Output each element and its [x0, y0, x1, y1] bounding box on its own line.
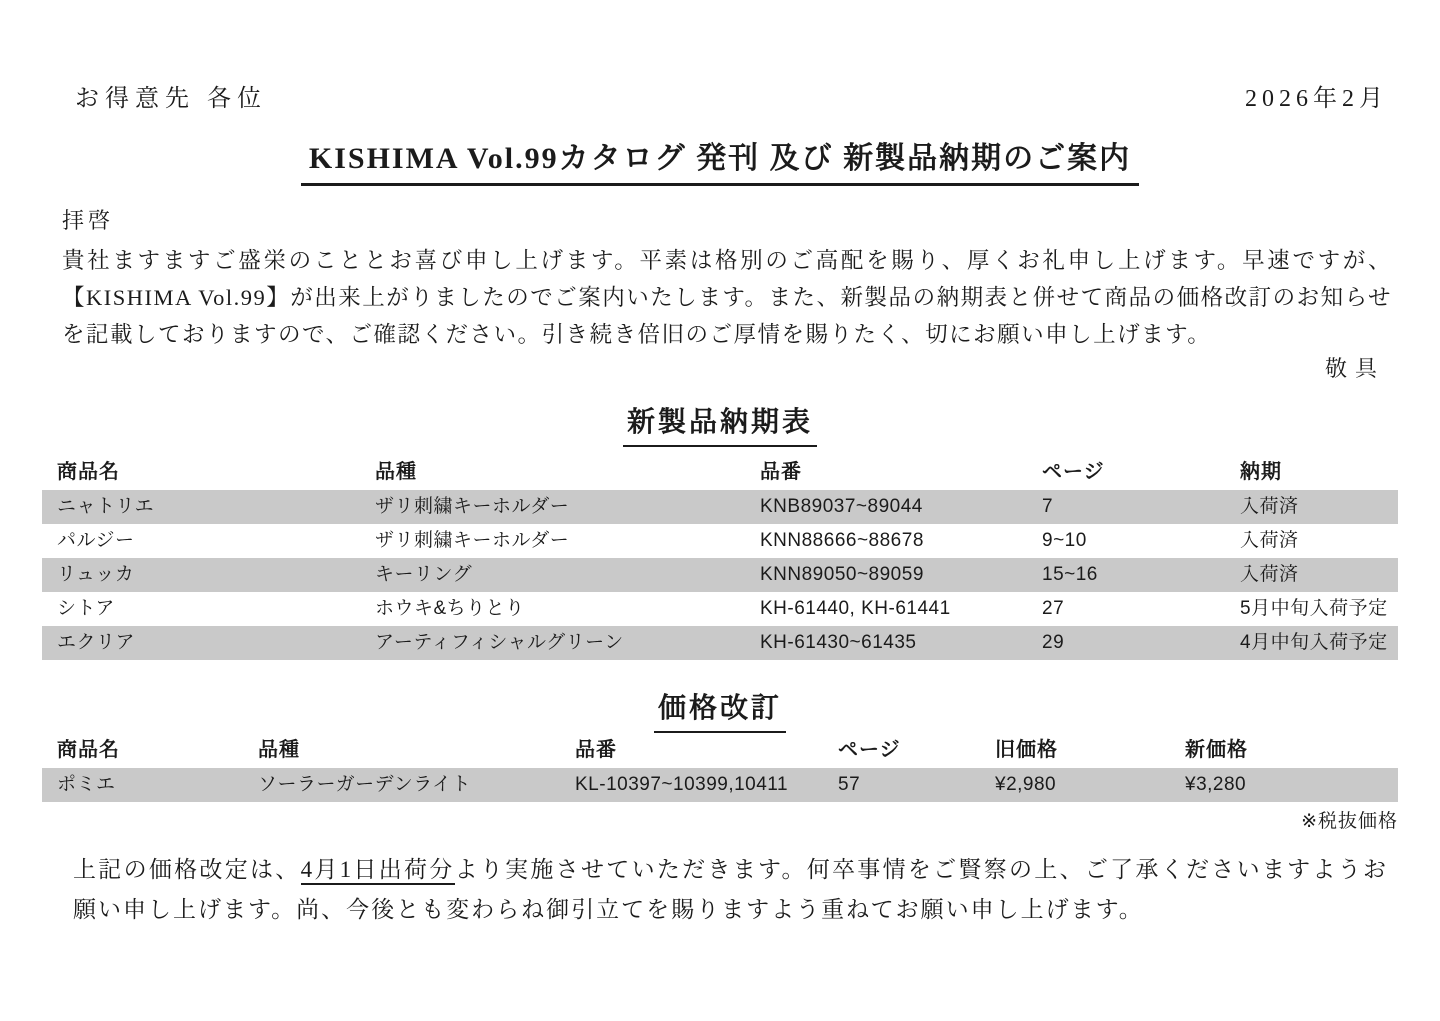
column-header: 旧価格: [995, 739, 1058, 761]
column-header: ページ: [838, 739, 901, 761]
table-cell: 15~16: [1042, 564, 1098, 585]
footer-underlined-date: 4月1日出荷分: [301, 857, 455, 885]
column-header: 品種: [258, 739, 300, 761]
table-cell: アーティフィシャルグリーン: [375, 632, 624, 653]
delivery-table: [42, 452, 1398, 660]
document-title: KISHIMA Vol.99カタログ 発刊 及び 新製品納期のご案内: [301, 133, 1139, 186]
table-row: [42, 558, 1398, 592]
price-table-header-row: [42, 730, 1398, 768]
table-cell: 57: [838, 774, 861, 795]
table-cell: ポミエ: [57, 774, 116, 795]
footer-text-before: 上記の価格改定は、: [73, 857, 301, 882]
table-cell: KH-61440, KH-61441: [760, 598, 951, 619]
table-cell: リュッカ: [57, 564, 135, 585]
table-cell: 4月中旬入荷予定: [1240, 632, 1388, 653]
table-cell: ソーラーガーデンライト: [258, 774, 472, 795]
table-cell: 29: [1042, 632, 1065, 653]
column-header: 商品名: [57, 739, 120, 761]
column-header: 新価格: [1185, 739, 1248, 761]
table-cell: ¥3,280: [1185, 774, 1247, 795]
delivery-section-title-wrap: [0, 400, 1440, 447]
price-section-title: 価格改訂: [654, 686, 786, 733]
table-cell: 入荷済: [1240, 496, 1299, 517]
table-row: [42, 592, 1398, 626]
column-header: ページ: [1042, 461, 1105, 483]
table-cell: ¥2,980: [995, 774, 1057, 795]
table-cell: 27: [1042, 598, 1065, 619]
table-cell: 入荷済: [1240, 564, 1299, 585]
column-header: 品番: [760, 461, 802, 483]
date-line: 2026年2月: [1245, 86, 1388, 112]
letter-opening: 拝啓: [62, 208, 115, 233]
letter-closing: 敬具: [1324, 356, 1385, 381]
title-wrap: [0, 133, 1440, 186]
table-row: [42, 768, 1398, 802]
table-cell: 5月中旬入荷予定: [1240, 598, 1388, 619]
footer-text-after: より実施させていただきます。何卒事情をご賢察の上、ご了承くださいますようお願い申し上げます。尚、今後とも変わらね御引立てを賜りますよう重ねてお願い申し上げます。: [73, 857, 1389, 922]
column-header: 商品名: [57, 461, 120, 483]
footer-paragraph: [73, 850, 1388, 930]
table-cell: KNN89050~89059: [760, 564, 924, 585]
table-cell: 入荷済: [1240, 530, 1299, 551]
recipient-line: お得意先 各位: [75, 86, 267, 112]
letter-body: 貴社ますますご盛栄のこととお喜び申し上げます。平素は格別のご高配を賜り、厚くお礼申し上げます。早速ですが、【KISHIMA Vol.99】が出来上がりましたのでご案内いたします。また、新製品の納期表と併せて商品の価格改訂のお知らせを記載しておりますので、ご確認ください。引き続き倍旧のご厚情を賜りたく、切にお願い申し上げます。: [62, 248, 1392, 347]
table-cell: ニャトリエ: [57, 496, 155, 517]
table-cell: KL-10397~10399,10411: [575, 774, 789, 795]
delivery-section-title: 新製品納期表: [623, 400, 817, 447]
table-cell: ザリ刺繍キーホルダー: [375, 496, 570, 517]
table-row: [42, 524, 1398, 558]
delivery-table-header-row: [42, 452, 1398, 490]
table-row: [42, 490, 1398, 524]
table-cell: 7: [1042, 496, 1054, 517]
table-cell: ザリ刺繍キーホルダー: [375, 530, 570, 551]
table-cell: KNB89037~89044: [760, 496, 923, 517]
table-cell: シトア: [57, 598, 115, 619]
column-header: 品番: [575, 739, 617, 761]
column-header: 納期: [1240, 461, 1282, 483]
column-header: 品種: [375, 461, 417, 483]
table-cell: ホウキ&ちりとり: [375, 598, 525, 619]
table-cell: 9~10: [1042, 530, 1087, 551]
price-section-title-wrap: [0, 686, 1440, 733]
price-table: [42, 730, 1398, 802]
table-row: [42, 626, 1398, 660]
table-cell: KH-61430~61435: [760, 632, 917, 653]
table-cell: KNN88666~88678: [760, 530, 924, 551]
table-cell: キーリング: [375, 564, 473, 585]
table-cell: パルジー: [57, 530, 135, 551]
table-cell: エクリア: [57, 632, 136, 653]
tax-note: ※税抜価格: [1301, 811, 1398, 832]
